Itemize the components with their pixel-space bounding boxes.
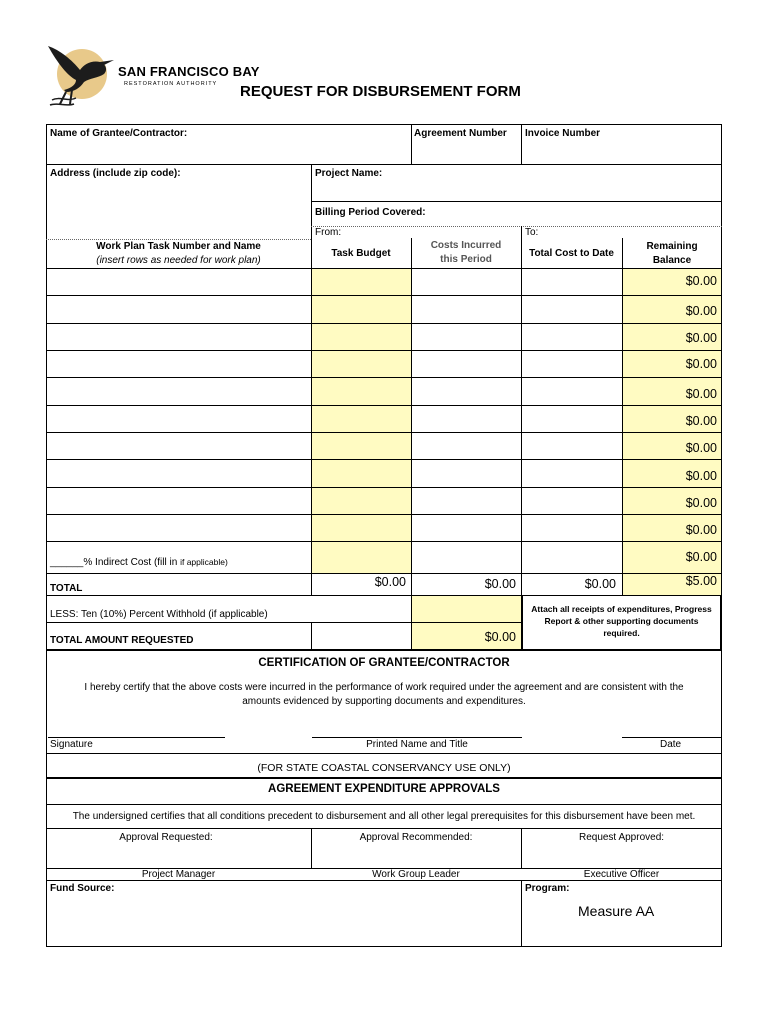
- costs-header-2: this Period: [440, 254, 492, 265]
- printed-name-label: Printed Name and Title: [366, 739, 468, 750]
- program-value: Measure AA: [578, 903, 655, 919]
- signature-label: Signature: [50, 739, 93, 750]
- approvals-title: AGREEMENT EXPENDITURE APPROVALS: [268, 783, 500, 795]
- row-4-balance: $0.00: [685, 357, 717, 371]
- indirect-prefix: ______% Indirect Cost (fill in: [50, 557, 178, 568]
- task-name-note: (insert rows as needed for work plan): [96, 255, 261, 266]
- approval-requested-label: Approval Requested:: [119, 832, 213, 843]
- row-6-balance: $0.00: [685, 414, 717, 428]
- org-subtitle: RESTORATION AUTHORITY: [124, 81, 218, 87]
- certification-text-1: I hereby certify that the above costs were incurred in the performance of work required under the agreement and are consistent with the: [84, 682, 684, 693]
- indirect-cost-label: [50, 557, 228, 568]
- certification-title: CERTIFICATION OF GRANTEE/CONTRACTOR: [258, 657, 510, 669]
- indirect-suffix: if applicable): [180, 557, 228, 567]
- row-10-balance: $0.00: [685, 523, 717, 537]
- row-8-balance: $0.00: [685, 469, 717, 483]
- total-remaining: $5.00: [685, 574, 717, 588]
- total-label: TOTAL: [50, 583, 83, 594]
- address-label: Address (include zip code):: [50, 168, 181, 179]
- remaining-header-2: Balance: [652, 255, 692, 266]
- total-costs: $0.00: [484, 577, 516, 591]
- grantee-label: Name of Grantee/Contractor:: [50, 128, 188, 139]
- row-9-balance: $0.00: [685, 496, 717, 510]
- work-group-leader-label: Work Group Leader: [372, 869, 460, 880]
- project-manager-label: Project Manager: [141, 869, 216, 880]
- attach-note-1: Attach all receipts of expenditures, Progress: [531, 604, 712, 614]
- row-7-balance: $0.00: [685, 441, 717, 455]
- attach-note-3: required.: [603, 628, 640, 638]
- total-to-date: $0.00: [584, 577, 616, 591]
- invoice-number-label: Invoice Number: [525, 128, 601, 139]
- approval-recommended-label: Approval Recommended:: [359, 832, 473, 843]
- row-1-balance: $0.00: [685, 274, 717, 288]
- task-budget-header: Task Budget: [331, 248, 391, 259]
- state-use-label: (FOR STATE COASTAL CONSERVANCY USE ONLY): [257, 762, 511, 774]
- program-label: Program:: [525, 883, 570, 894]
- total-requested-value: $0.00: [484, 630, 516, 644]
- total-to-date-header: Total Cost to Date: [529, 248, 614, 259]
- total-budget: $0.00: [374, 575, 406, 589]
- request-approved-label: Request Approved:: [578, 832, 665, 843]
- agreement-number-label: Agreement Number: [414, 128, 507, 139]
- to-label: To:: [525, 227, 539, 238]
- task-name-header: Work Plan Task Number and Name: [96, 241, 261, 252]
- from-label: From:: [315, 227, 342, 238]
- row-2-balance: $0.00: [685, 304, 717, 318]
- attach-note-2: Report & other supporting documents: [544, 616, 699, 626]
- fund-source-label: Fund Source:: [50, 883, 115, 894]
- row-5-balance: $0.00: [685, 387, 717, 401]
- row-3-balance: $0.00: [685, 331, 717, 345]
- logo: [46, 42, 116, 108]
- date-label: Date: [660, 739, 682, 750]
- approvals-statement: The undersigned certifies that all conditions precedent to disbursement and all other legal prerequisites for this disbursement have been met.: [72, 811, 696, 822]
- project-name-label: Project Name:: [315, 168, 383, 179]
- costs-header-1: Costs Incurred: [430, 240, 502, 251]
- indirect-balance: $0.00: [685, 550, 717, 564]
- total-requested-label: TOTAL AMOUNT REQUESTED: [50, 635, 194, 646]
- billing-period-label: Billing Period Covered:: [315, 207, 426, 218]
- certification-text-2: amounts evidenced by supporting documents and expenditures.: [242, 696, 526, 707]
- org-name: SAN FRANCISCO BAY: [118, 64, 260, 79]
- heron-logo-icon: [46, 42, 116, 108]
- form-title: REQUEST FOR DISBURSEMENT FORM: [240, 83, 521, 100]
- withhold-label: LESS: Ten (10%) Percent Withhold (if applicable): [50, 609, 268, 620]
- remaining-header-1: Remaining: [646, 241, 698, 252]
- executive-officer-label: Executive Officer: [583, 869, 660, 880]
